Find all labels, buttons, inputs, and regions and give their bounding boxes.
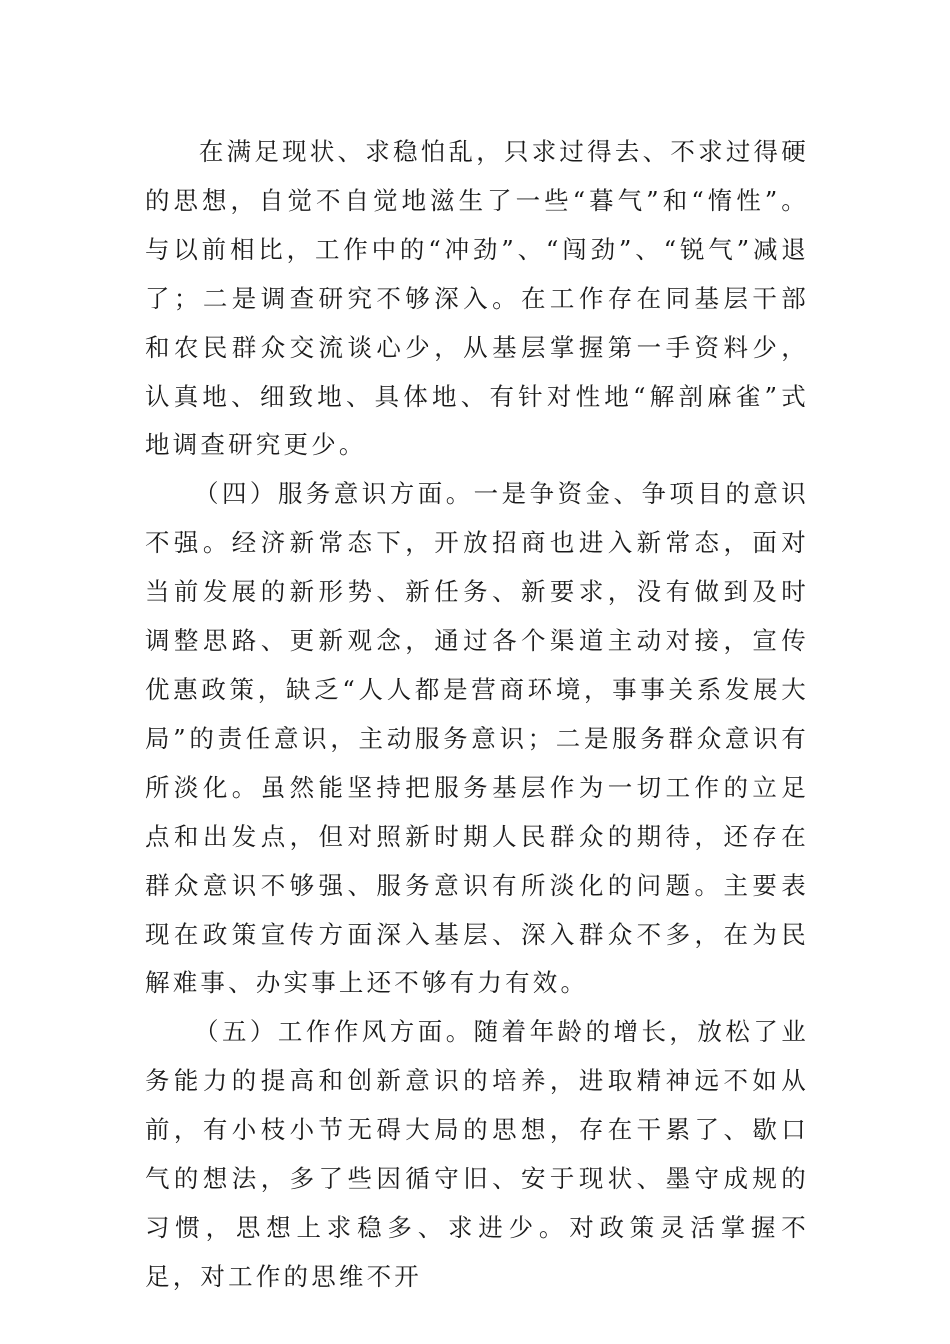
paragraph-work-style: （五）工作作风方面。随着年龄的增长，放松了业务能力的提高和创新意识的培养，进取精神远不如从前，有小枝小节无碍大局的思想，存在干累了、歇口气的想法，多了些因循守旧、安于现状、墨守成规的习惯，思想上求稳多、求进少。对政策灵活掌握不足，对工作的思维不开 (145, 1017, 809, 1291)
paragraph-thinking-inertia: 在满足现状、求稳怕乱，只求过得去、不求过得硬的思想，自觉不自觉地滋生了一些“暮气”和“惰性”。与以前相比，工作中的“冲劲”、“闯劲”、“锐气”减退了；二是调查研究不够深入。在工作存在同基层干部和农民群众交流谈心少，从基层掌握第一手资料少，认真地、细致地、具体地、有针对性地“解剖麻雀”式地调查研究更少。 (145, 137, 809, 460)
document-body (145, 128, 809, 1302)
paragraph-service-awareness: （四）服务意识方面。一是争资金、争项目的意识不强。经济新常态下，开放招商也进入新常态，面对当前发展的新形势、新任务、新要求，没有做到及时调整思路、更新观念，通过各个渠道主动对接，宣传优惠政策，缺乏“人人都是营商环境，事事关系发展大局”的责任意识，主动服务意识；二是服务群众意识有所淡化。虽然能坚持把服务基层作为一切工作的立足点和出发点，但对照新时期人民群众的期待，还存在群众意识不够强、服务意识有所淡化的问题。主要表现在政策宣传方面深入基层、深入群众不多，在为民解难事、办实事上还不够有力有效。 (145, 479, 809, 998)
